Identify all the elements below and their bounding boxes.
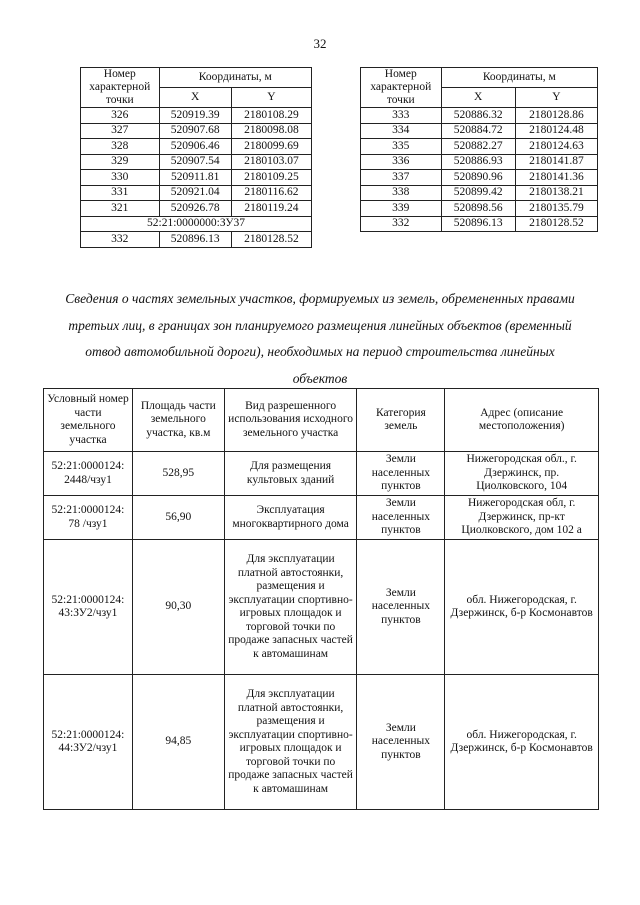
- table-cell: 2180119.24: [231, 201, 311, 217]
- table-row: [81, 170, 312, 186]
- table-row: [361, 123, 598, 139]
- table-cell: 2180108.29: [231, 108, 311, 124]
- table-cell: 2180099.69: [231, 139, 311, 155]
- table-cell: обл. Нижегородская, г. Дзержинск, б-р Космонавтов: [445, 540, 599, 675]
- table-cell: 2180141.36: [515, 170, 597, 186]
- table-row: [81, 154, 312, 170]
- table-row: [81, 108, 312, 124]
- section-row: 52:21:0000000:ЗУ37: [81, 216, 312, 232]
- table-cell: 52:21:0000124: 44:ЗУ2/чзу1: [44, 675, 133, 810]
- table-cell: Для эксплуатации платной автостоянки, размещения и эксплуатации спортивно-игровых площадок и торговой точки по продаже запасных частей к автомашинам: [224, 540, 357, 675]
- header-y: Y: [515, 88, 597, 108]
- table-row: [81, 139, 312, 155]
- table-cell: 520882.27: [441, 139, 515, 155]
- header-point: Номер характерной точки: [81, 68, 160, 108]
- table-cell: 335: [361, 139, 442, 155]
- column-header: Площадь части земельного участка, кв.м: [132, 389, 224, 452]
- table-cell: 520907.68: [159, 123, 231, 139]
- table-cell: 520890.96: [441, 170, 515, 186]
- table-cell: 2180128.52: [515, 216, 597, 232]
- table-cell: Земли населенных пунктов: [357, 496, 445, 540]
- table-cell: обл. Нижегородская, г. Дзержинск, б-р Космонавтов: [445, 675, 599, 810]
- table-cell: 336: [361, 154, 442, 170]
- table-cell: 327: [81, 123, 160, 139]
- table-cell: 520919.39: [159, 108, 231, 124]
- column-header: Условный номер части земельного участка: [44, 389, 133, 452]
- table-cell: Земли населенных пунктов: [357, 540, 445, 675]
- table-cell: 520886.93: [441, 154, 515, 170]
- table-row: [81, 216, 312, 232]
- table-cell: 2180116.62: [231, 185, 311, 201]
- table-cell: Эксплуатация многоквартирного дома: [224, 496, 357, 540]
- table-cell: 520911.81: [159, 170, 231, 186]
- land-parts-table: [43, 388, 599, 810]
- table-row: [44, 675, 599, 810]
- table-cell: Для размещения культовых зданий: [224, 452, 357, 496]
- table-cell: 333: [361, 108, 442, 124]
- table-cell: Нижегородская обл., г. Дзержинск, пр. Циолковского, 104: [445, 452, 599, 496]
- column-header: Адрес (описание местоположения): [445, 389, 599, 452]
- column-header: Категория земель: [357, 389, 445, 452]
- table-cell: 2180135.79: [515, 201, 597, 217]
- table-cell: Земли населенных пунктов: [357, 675, 445, 810]
- page-number: 32: [313, 36, 327, 51]
- table-cell: 321: [81, 201, 160, 217]
- section-heading: Сведения о частях земельных участков, формируемых из земель, обремененных правами третьих лиц, в границах зон планируемого размещения линейных объектов (временный отвод автомобильной дороги), необходимых на период строительства линейных объектов: [65, 291, 575, 386]
- table-cell: 520898.56: [441, 201, 515, 217]
- coordinates-table-left: [80, 67, 312, 248]
- table-cell: 332: [81, 232, 160, 248]
- table-cell: 520921.04: [159, 185, 231, 201]
- table-row: [81, 68, 312, 88]
- table-cell: 2180128.52: [231, 232, 311, 248]
- table-cell: 2180124.48: [515, 123, 597, 139]
- table-cell: 94,85: [132, 675, 224, 810]
- table-cell: 520926.78: [159, 201, 231, 217]
- table-cell: 330: [81, 170, 160, 186]
- table-row: [361, 201, 598, 217]
- table-cell: Нижегородская обл, г. Дзержинск, пр-кт Циолковского, дом 102 а: [445, 496, 599, 540]
- table-row: [361, 139, 598, 155]
- table-cell: 332: [361, 216, 442, 232]
- table-cell: 331: [81, 185, 160, 201]
- header-y: Y: [231, 88, 311, 108]
- table-row: [81, 201, 312, 217]
- table-row: [44, 389, 599, 452]
- table-cell: 337: [361, 170, 442, 186]
- table-cell: 52:21:0000124: 2448/чзу1: [44, 452, 133, 496]
- table-cell: Для эксплуатации платной автостоянки, размещения и эксплуатации спортивно-игровых площадок и торговой точки по продаже запасных частей к автомашинам: [224, 675, 357, 810]
- table-cell: 2180103.07: [231, 154, 311, 170]
- table-cell: 2180098.08: [231, 123, 311, 139]
- table-cell: Земли населенных пунктов: [357, 452, 445, 496]
- table-cell: 329: [81, 154, 160, 170]
- table-row: [44, 496, 599, 540]
- table-row: [44, 540, 599, 675]
- table-row: [361, 108, 598, 124]
- table-cell: 528,95: [132, 452, 224, 496]
- table-cell: 326: [81, 108, 160, 124]
- table-cell: 90,30: [132, 540, 224, 675]
- table-cell: 339: [361, 201, 442, 217]
- table-row: [44, 452, 599, 496]
- header-x: X: [159, 88, 231, 108]
- table-cell: 2180109.25: [231, 170, 311, 186]
- table-cell: 2180138.21: [515, 185, 597, 201]
- table-cell: 334: [361, 123, 442, 139]
- table-row: [81, 185, 312, 201]
- header-coords: Координаты, м: [441, 68, 597, 88]
- table-cell: 520896.13: [441, 216, 515, 232]
- table-row: [361, 216, 598, 232]
- table-cell: 2180124.63: [515, 139, 597, 155]
- table-row: [361, 68, 598, 88]
- table-cell: 2180128.86: [515, 108, 597, 124]
- header-coords: Координаты, м: [159, 68, 311, 88]
- table-row: [81, 232, 312, 248]
- table-cell: 328: [81, 139, 160, 155]
- table-cell: 52:21:0000124: 78 /чзу1: [44, 496, 133, 540]
- table-cell: 2180141.87: [515, 154, 597, 170]
- table-row: [361, 170, 598, 186]
- header-x: X: [441, 88, 515, 108]
- coordinates-table-right: [360, 67, 598, 232]
- table-row: [81, 123, 312, 139]
- table-cell: 520896.13: [159, 232, 231, 248]
- header-point: Номер характерной точки: [361, 68, 442, 108]
- table-row: [361, 154, 598, 170]
- table-cell: 520899.42: [441, 185, 515, 201]
- table-cell: 56,90: [132, 496, 224, 540]
- table-cell: 520886.32: [441, 108, 515, 124]
- table-cell: 520907.54: [159, 154, 231, 170]
- table-cell: 520906.46: [159, 139, 231, 155]
- table-cell: 338: [361, 185, 442, 201]
- column-header: Вид разрешенного использования исходного земельного участка: [224, 389, 357, 452]
- table-cell: 520884.72: [441, 123, 515, 139]
- table-cell: 52:21:0000124: 43:ЗУ2/чзу1: [44, 540, 133, 675]
- table-row: [361, 185, 598, 201]
